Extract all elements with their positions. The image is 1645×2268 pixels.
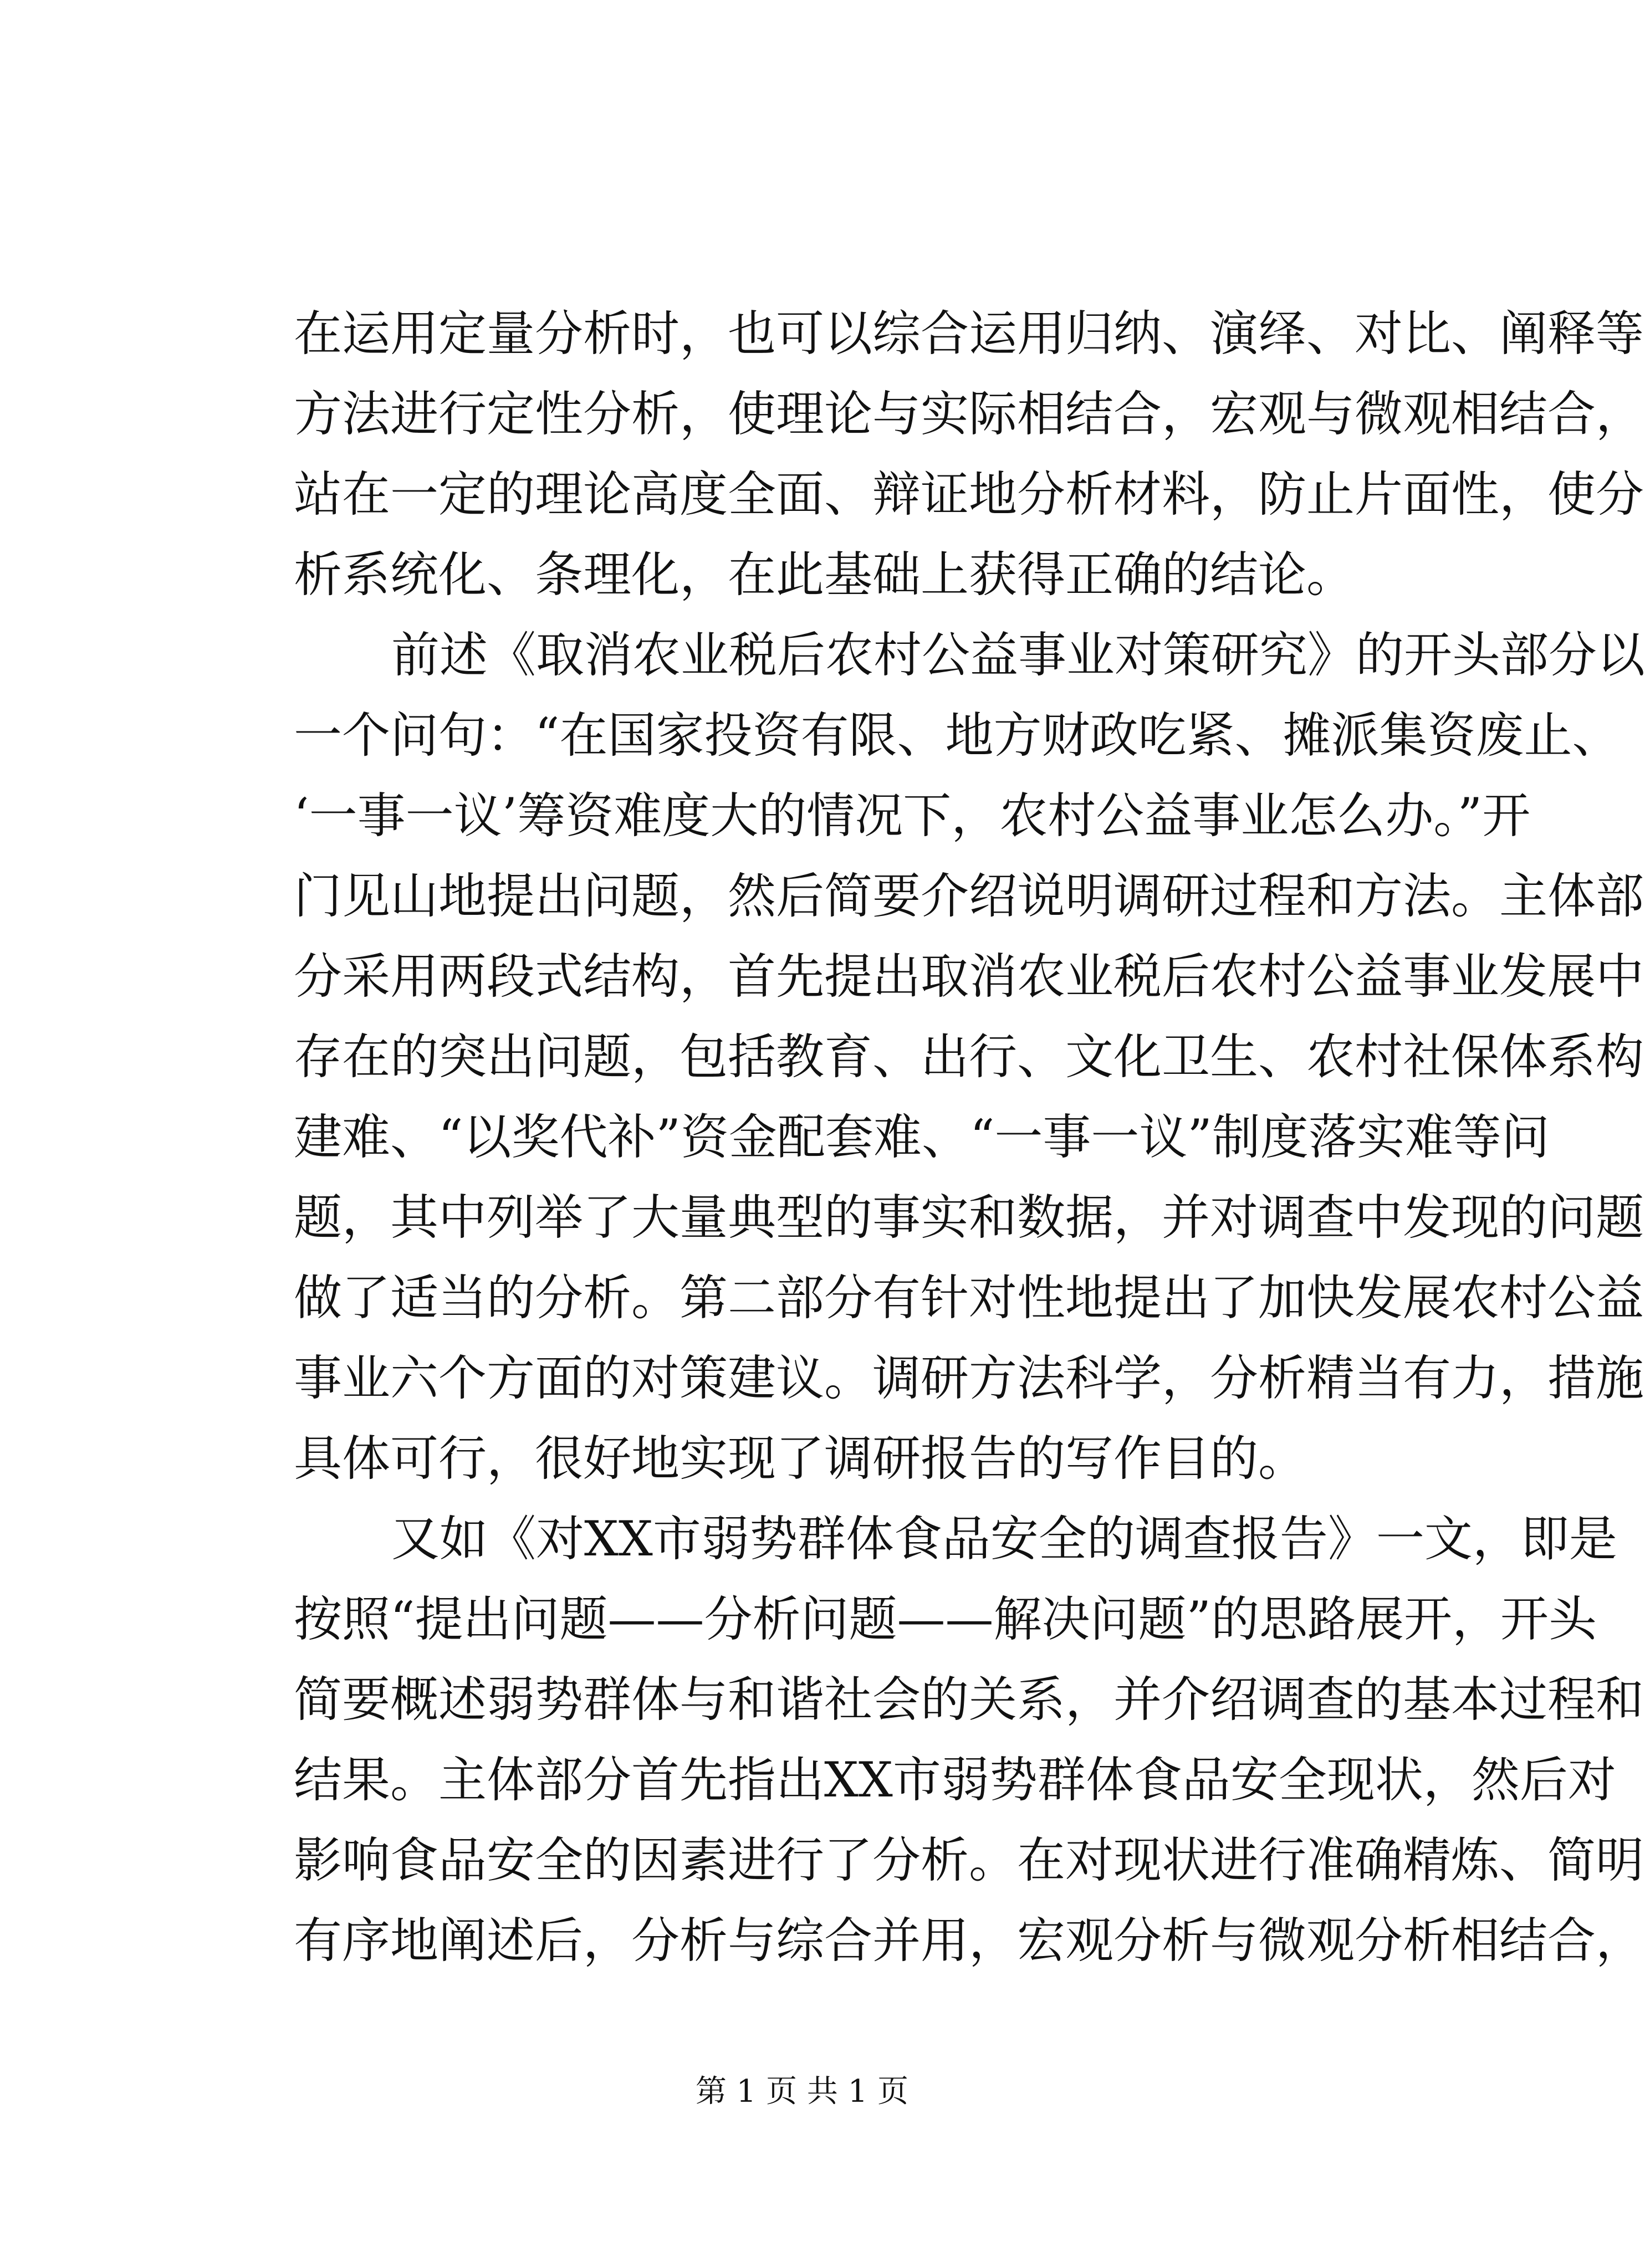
page-footer <box>0 2072 1604 2111</box>
text-line: 前述《取消农业税后农村公益事业对策研究》的开头部分以 <box>391 627 1645 683</box>
text-line: 在运用定量分析时，也可以综合运用归纳、演绎、对比、阐释等 <box>294 305 1644 362</box>
text-line: 简要概述弱势群体与和谐社会的关系，并介绍调查的基本过程和 <box>294 1671 1644 1728</box>
text-line: 方法进行定性分析，使理论与实际相结合，宏观与微观相结合， <box>294 386 1644 442</box>
text-line: 具体可行，很好地实现了调研报告的写作目的。 <box>294 1430 1306 1487</box>
text-line: 析系统化、条理化，在此基础上获得正确的结论。 <box>294 546 1355 603</box>
text-line: 按照“提出问题——分析问题——解决问题”的思路展开，开头 <box>294 1591 1597 1647</box>
text-line: 门见山地提出问题，然后简要介绍说明调研过程和方法。主体部 <box>294 868 1644 924</box>
text-line: 结果。主体部分首先指出XX市弱势群体食品安全现状，然后对 <box>294 1752 1616 1808</box>
text-line: ‘一事一议’筹资难度大的情况下，农村公益事业怎么办。”开 <box>294 787 1531 844</box>
text-line: 一个问句：“在国家投资有限、地方财政吃紧、摊派集资废止、 <box>294 707 1621 764</box>
text-line: 分采用两段式结构，首先提出取消农业税后农村公益事业发展中 <box>294 948 1644 1005</box>
text-line: 事业六个方面的对策建议。调研方法科学，分析精当有力，措施 <box>294 1350 1644 1406</box>
document-body <box>294 294 1645 1981</box>
text-line: 建难、“以奖代补”资金配套难、“一事一议”制度落实难等问 <box>294 1109 1550 1165</box>
text-line: 存在的突出问题，包括教育、出行、文化卫生、农村社保体系构 <box>294 1028 1644 1085</box>
page-number-label: 第 1 页 共 1 页 <box>695 2074 909 2110</box>
text-line: 站在一定的理论高度全面、辩证地分析材料，防止片面性，使分 <box>294 466 1644 523</box>
text-line: 题，其中列举了大量典型的事实和数据，并对调查中发现的问题 <box>294 1189 1644 1246</box>
text-line: 又如《对XX市弱势群体食品安全的调查报告》一文，即是 <box>391 1511 1617 1567</box>
text-line: 影响食品安全的因素进行了分析。在对现状进行准确精炼、简明 <box>294 1832 1644 1888</box>
text-line: 有序地阐述后，分析与综合并用，宏观分析与微观分析相结合， <box>294 1912 1644 1969</box>
text-line: 做了适当的分析。第二部分有针对性地提出了加快发展农村公益 <box>294 1269 1644 1326</box>
